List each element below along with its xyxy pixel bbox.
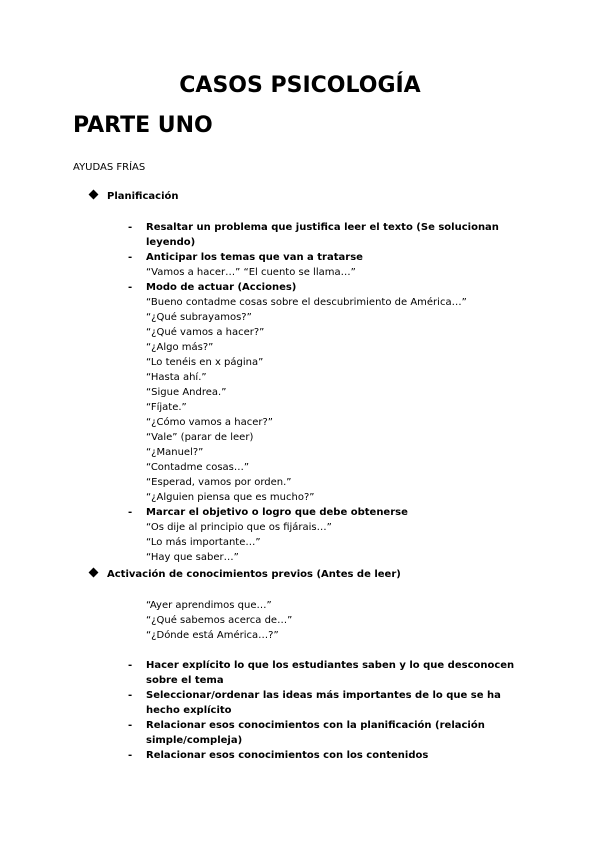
list-item-text: Modo de actuar (Acciones) xyxy=(146,282,297,293)
quote-line: “¿Alguien piensa que es mucho?” xyxy=(146,492,315,503)
dash-bullet: - xyxy=(128,750,133,761)
quote-line: “Contadme cosas…” xyxy=(146,462,250,473)
quote-line: “Ayer aprendimos que…” xyxy=(146,600,272,611)
section-heading: AYUDAS FRÍAS xyxy=(73,162,146,173)
list-item-text: Marcar el objetivo o logro que debe obtenerse xyxy=(146,507,408,518)
list-item xyxy=(128,250,528,265)
list-item xyxy=(128,280,528,295)
quote-line: “Vamos a hacer…” “El cuento se llama…” xyxy=(146,267,356,278)
quote-line: “Os dije al principio que os fijárais…” xyxy=(146,522,332,533)
diamond-bullet-icon xyxy=(89,190,99,200)
list-item xyxy=(128,658,528,688)
list-item-text: Relacionar esos conocimientos con la planificación (relación simple/compleja) xyxy=(146,720,485,746)
bullet-planificacion xyxy=(90,191,178,202)
quote-line: “¿Cómo vamos a hacer?” xyxy=(146,417,273,428)
diamond-bullet-icon xyxy=(89,568,99,578)
quote-line: “Sigue Andrea.” xyxy=(146,387,227,398)
list-item xyxy=(128,748,528,763)
quote-line: “Esperad, vamos por orden.” xyxy=(146,477,292,488)
list-item-text: Resaltar un problema que justifica leer el texto (Se solucionan leyendo) xyxy=(146,222,499,248)
list-item-text: Seleccionar/ordenar las ideas más importantes de lo que se ha hecho explícito xyxy=(146,690,501,716)
activacion-list xyxy=(128,658,528,763)
quote-line: “¿Qué subrayamos?” xyxy=(146,312,252,323)
list-item xyxy=(128,688,528,718)
quote-line: “Bueno contadme cosas sobre el descubrimiento de América…” xyxy=(146,297,467,308)
dash-bullet: - xyxy=(128,282,133,293)
quote-line: “Fíjate.” xyxy=(146,402,187,413)
list-item-text: Hacer explícito lo que los estudiantes saben y lo que desconocen sobre el tema xyxy=(146,660,515,686)
quote-line: “Vale” (parar de leer) xyxy=(146,432,254,443)
dash-bullet: - xyxy=(128,507,133,518)
list-item-text: Anticipar los temas que van a tratarse xyxy=(146,252,363,263)
quote-line: “¿Qué vamos a hacer?” xyxy=(146,327,265,338)
list-item xyxy=(128,718,528,748)
dash-bullet: - xyxy=(128,252,133,263)
activacion-quotes xyxy=(128,598,528,643)
list-item xyxy=(128,505,528,520)
dash-bullet: - xyxy=(128,720,133,731)
document-title: CASOS PSICOLOGÍA xyxy=(179,73,421,98)
dash-bullet: - xyxy=(128,222,133,233)
quote-line: “¿Algo más?” xyxy=(146,342,214,353)
quote-line: “Lo tenéis en x página” xyxy=(146,357,264,368)
bullet-label: Activación de conocimientos previos (Antes de leer) xyxy=(107,569,401,580)
part-heading: PARTE UNO xyxy=(73,113,213,138)
quote-line: “Hay que saber…” xyxy=(146,552,239,563)
dash-bullet: - xyxy=(128,690,133,701)
quote-line: “¿Qué sabemos acerca de…” xyxy=(146,615,293,626)
quote-line: “¿Manuel?” xyxy=(146,447,204,458)
quote-line: “Lo más importante…” xyxy=(146,537,261,548)
planificacion-list xyxy=(128,220,528,565)
list-item xyxy=(128,220,528,250)
list-item-text: Relacionar esos conocimientos con los contenidos xyxy=(146,750,429,761)
quote-line: “¿Dónde está América…?” xyxy=(146,630,279,641)
bullet-label: Planificación xyxy=(107,191,179,202)
quote-line: “Hasta ahí.” xyxy=(146,372,207,383)
dash-bullet: - xyxy=(128,660,133,671)
bullet-activacion xyxy=(90,569,401,580)
